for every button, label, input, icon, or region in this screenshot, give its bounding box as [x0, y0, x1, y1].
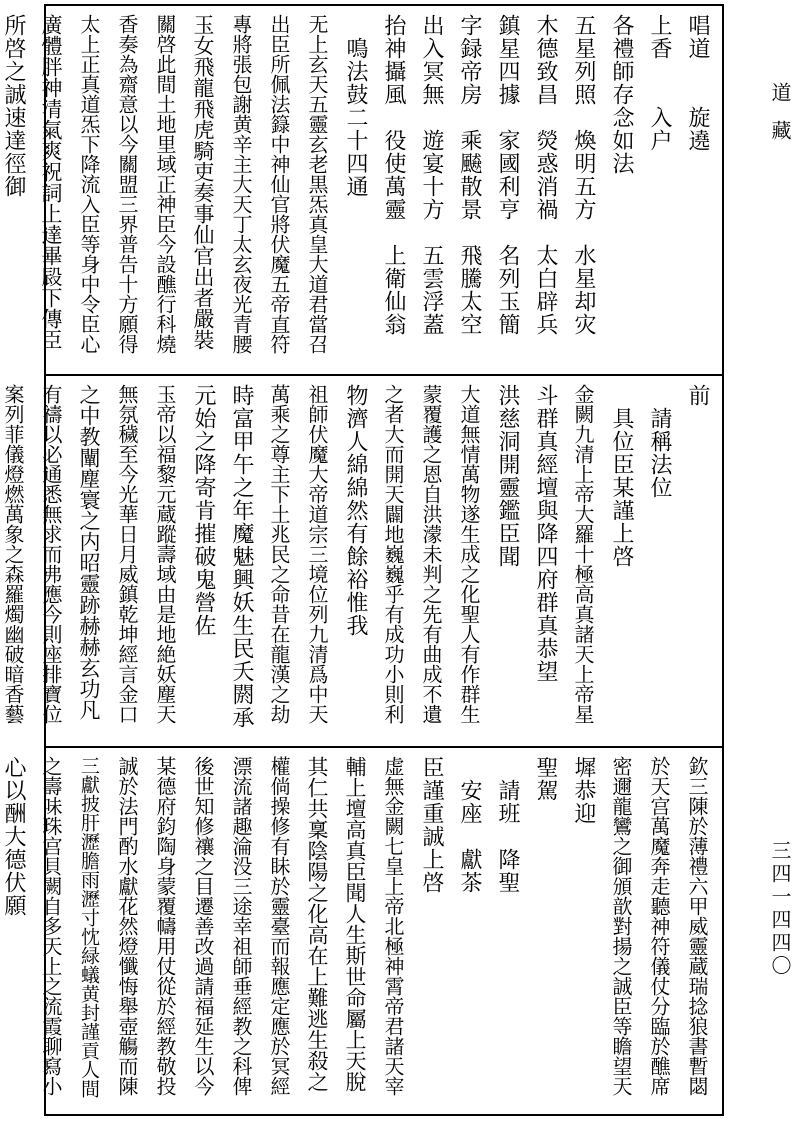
text-column: 聖駕 — [533, 756, 558, 802]
text-column: 斗群真經壇與降四府群真恭望 — [533, 384, 558, 683]
panel-divider — [46, 746, 722, 748]
text-column: 所啓之誠速達徑御 — [1, 14, 26, 198]
text-column: 於天宫萬魔奔走聽神符儀仗分臨於醮席 — [647, 756, 671, 1096]
text-column: 廣體胖神清氣爽祝詞上達畢㲀下傳臣 — [39, 14, 63, 350]
top-panel — [1, 14, 716, 366]
text-column: 洪慈洞開靈鑑臣聞 — [495, 384, 520, 568]
book-title-margin: 道藏 — [768, 82, 792, 158]
text-column: 虚無金闕七皇上帝北極神霄帝君諸天宰 — [381, 756, 405, 1096]
middle-panel — [1, 384, 716, 738]
text-column: 太上正真道炁下降流入臣等身中令臣心 — [77, 14, 101, 354]
text-column: 木德致昌 熒惑消禍 太白辟兵 — [533, 14, 558, 336]
text-column: 大道無情萬物遂生成之化聖人有作群生 — [457, 384, 481, 724]
text-column: 時富甲午之年魔魅興妖生民夭閼承 — [229, 384, 254, 729]
text-column: 祖師伏魔大帝道宗三境位列九清爲中天 — [305, 384, 329, 724]
text-column: 香奏為齋意以今關盟三界普告十方願得 — [115, 14, 139, 354]
text-column: 密邇龍鸞之御頒歆對揚之誠臣等瞻望天 — [609, 756, 633, 1096]
text-column: 請班 降聖 — [495, 756, 520, 894]
text-column: 前 — [685, 384, 710, 407]
text-column: 字録帝房 乘飇散景 飛騰太空 — [457, 14, 482, 336]
text-column: 欽三陳於薄禮六甲威靈蔵瑞捻狼書暫閟 — [685, 756, 709, 1096]
text-column: 具位臣某謹上啓 — [609, 384, 634, 568]
text-column: 臣謹重誠上啓 — [419, 756, 444, 894]
text-column: 權倘操修有眛於靈臺而報應定應於冥經 — [267, 756, 291, 1096]
text-column: 物濟人綿綿然有餘裕惟我 — [343, 384, 368, 637]
text-column: 墀恭迎 — [571, 756, 596, 825]
text-column: 之中教闡塵寰之内昭靈跡赫赫玄功凡 — [77, 384, 101, 720]
text-column: 關啓此間土地里域正神臣今設醮行科燒 — [153, 14, 177, 354]
text-column: 出入冥無 遊宴十方 五雲浮蓋 — [419, 14, 444, 336]
text-column: 安座 獻茶 — [457, 756, 482, 894]
text-column: 金闕九清上帝大羅十極高真諸天上帝星 — [571, 384, 595, 724]
text-column: 輔上壇高真臣聞人生斯世命屬上天脫 — [343, 756, 367, 1092]
text-column: 之壽味珠宫貝闕自多天上之流霞聊寫小 — [39, 756, 63, 1096]
text-column: 出臣所佩法籙中神仙官將伏魔五帝直符 — [267, 14, 291, 354]
text-column: 某德府鈞陶身蒙覆幬用仗從於經教敬投 — [153, 756, 177, 1096]
text-column: 玉帝以福黎元蔵蹤壽域由是地絶妖塵天 — [153, 384, 177, 724]
text-column: 心以酬大德伏願 — [1, 756, 26, 917]
text-column: 鳴法鼓二十四通 — [343, 14, 368, 198]
bottom-panel — [1, 756, 716, 1108]
text-column: 專將張包謝黄辛主大天丁太玄夜光青腰 — [229, 14, 253, 354]
text-column: 唱道 旋遶 — [685, 14, 710, 152]
text-column: 誠於法門酌水獻花然燈懺悔舉壺觴而陳 — [115, 756, 139, 1096]
text-column: 上香 入户 — [647, 14, 672, 152]
text-column: 漂流諸趣淪没三途幸祖師垂經教之科俾 — [229, 756, 253, 1096]
text-column: 案列菲儀燈燃萬象之森羅燭幽破暗香藝 — [1, 384, 25, 724]
text-column: 之者大而開天闢地巍巍乎有成功小則利 — [381, 384, 405, 724]
text-column: 萬乘之尊主下土兆民之命昔在龍漢之劫 — [267, 384, 291, 724]
page-number-margin: 三四一四四〇 — [768, 840, 792, 978]
text-column: 無氛穢至今光華日月威鎮乾坤經言金口 — [115, 384, 139, 724]
text-column: 三獻披肝瀝膽雨瀝寸忱緑蟻黄封謹貢人間 — [78, 756, 100, 1098]
text-column: 請稱法位 — [647, 384, 672, 499]
text-column: 玉女飛龍飛虎騎吏奏事仙官出者嚴裝 — [191, 14, 215, 350]
text-column: 抬神攝風 役使萬靈 上衛仙翁 — [381, 14, 406, 336]
text-column: 五星列照 煥明五方 水星却灾 — [571, 14, 596, 336]
text-column: 蒙覆護之恩自洪濛未判之先有曲成不遺 — [419, 384, 443, 724]
text-column: 元始之降寄肯摧破鬼營佐 — [191, 384, 216, 637]
text-column: 无上玄天五靈玄老黒炁真皇大道君當召 — [305, 14, 329, 354]
text-column: 有禱以必通悉無求而弗應今則座排寶位 — [39, 384, 63, 724]
text-column: 後世知修禳之目遷善改過請福延生以今 — [191, 756, 215, 1096]
text-column: 鎮星四據 家國利亨 名列玉簡 — [495, 14, 520, 336]
text-column: 其仁共稟陰陽之化高在上難逃生殺之 — [305, 756, 329, 1092]
text-column: 各禮師存念如法 — [609, 14, 634, 175]
panel-divider — [46, 374, 722, 376]
page-frame — [1, 4, 724, 1116]
